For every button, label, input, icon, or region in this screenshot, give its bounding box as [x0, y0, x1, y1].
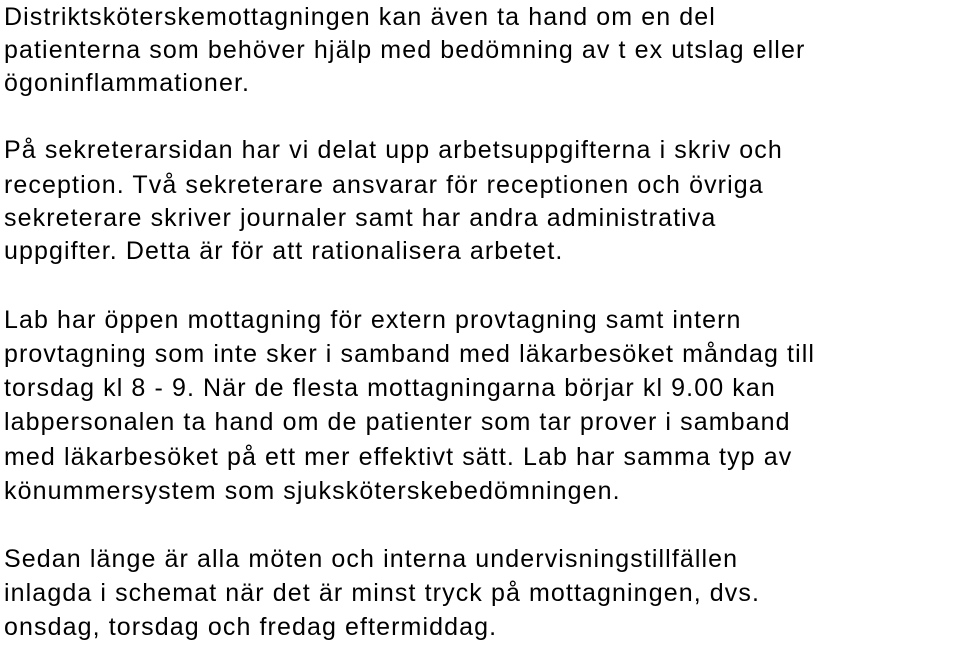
paragraph-2-line-3: sekreterare skriver journaler samt har andra administrativa [4, 204, 717, 232]
paragraph-2-line-1: På sekreterarsidan har vi delat upp arbetsuppgifterna i skriv och [4, 136, 783, 164]
paragraph-4-line-2: inlagda i schemat när det är minst tryck på mottagningen, dvs. [4, 579, 761, 607]
paragraph-4-line-3: onsdag, torsdag och fredag eftermiddag. [4, 613, 498, 641]
paragraph-3-line-6: könummersystem som sjuksköterskebedömningen. [4, 477, 621, 505]
paragraph-1-line-1: Distriktsköterskemottagningen kan även ta hand om en del [4, 3, 716, 31]
paragraph-1-line-2: patienterna som behöver hjälp med bedömning av t ex utslag eller [4, 36, 806, 64]
paragraph-3-line-5: med läkarbesöket på ett mer effektivt sätt. Lab har samma typ av [4, 443, 793, 471]
paragraph-2-line-4: uppgifter. Detta är för att rationalisera arbetet. [4, 237, 564, 265]
paragraph-1-line-3: ögoninflammationer. [4, 69, 251, 97]
paragraph-3-line-3: torsdag kl 8 - 9. När de flesta mottagningarna börjar kl 9.00 kan [4, 374, 776, 402]
paragraph-2-line-2: reception. Två sekreterare ansvarar för receptionen och övriga [4, 171, 764, 199]
paragraph-4-line-1: Sedan länge är alla möten och interna undervisningstillfällen [4, 545, 739, 573]
paragraph-3-line-4: labpersonalen ta hand om de patienter som tar prover i samband [4, 408, 791, 436]
paragraph-3-line-1: Lab har öppen mottagning för extern provtagning samt intern [4, 306, 742, 334]
paragraph-3-line-2: provtagning som inte sker i samband med läkarbesöket måndag till [4, 340, 816, 368]
